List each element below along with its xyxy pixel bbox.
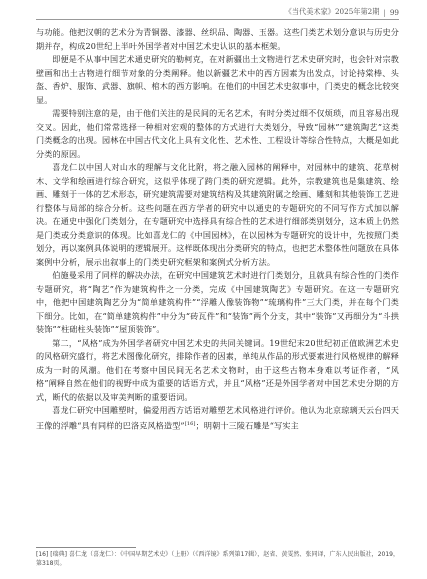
paragraph-4: 喜龙仁以中国人对山水的理解与文化比附，将之融入园林的阐释中，对园林中的建筑、花草树木、文学和绘画进行综合研究，这似乎体现了跨门类的研究逻辑。此外，宗教建筑也是集建筑、绘画、雕刻于一体的艺术形态，研究建筑需要对建筑结构及其建筑附属之绘画、雕刻和其他装饰工艺进行整体与局部的综合分析。这些问题在西方学者的研究中以通史的专题研究的不同写作方式加以解决。在通史中强化门类划分，在专题研究中选择具有综合性的艺术进行细部类别划分，这本质上仍然是门类或分类意识的体现。比如喜龙仁的《中国园林》，在以园林为专题研究的设计中，先按照门类划分，再以案例具体说明的逻辑展开。这样既体现出分类研究的特点，也把艺术整体性问题放在具体案例中分析，展示出叙事上的门类史研究框架和案例式分析方法。 [36, 162, 399, 267]
paragraph-1: 与功能。他把汉朝的艺术分为青铜器、漆器、丝织品、陶器、玉器。这些门类艺术划分意识与历史分期并存，构成20世纪上半叶外国学者对中国艺术史认识的基本框架。 [36, 27, 399, 51]
footnote-reference: [16] [184, 420, 196, 427]
body-text [36, 26, 399, 433]
paragraph-7-continued: ；明朝十三陵石雕是“写实主 [195, 420, 299, 431]
page-number: 99 [389, 8, 399, 17]
header-separator: | [383, 8, 386, 17]
paragraph-7-text: 喜龙仁研究中国雕塑时，偏爱用西方话语对雕塑艺术风格进行评价。他认为北京琼璃天云台四天王像的浮雕“具有同样的巴洛克风格造型” [36, 405, 399, 431]
paragraph-5: 伯施曼采用了同样的解决办法，在研究中国建筑艺术时进行门类划分，且就具有综合性的门类作专题研究，将“陶艺”作为建筑构件之一分类，完成《中国建筑陶艺》专题研究。在这一专题研究中，他把中国建筑陶艺分为“简单建筑构件”“浮雕人像装饰物”“琉璃构件”三大门类，并在每个门类下细分。比如，在“简单建筑构件”中分为“砖瓦件”和“装饰”两个分支，其中“装饰”又再细分为“斗拱装饰”“柱础柱头装饰”“屋顶装饰”。 [36, 270, 399, 334]
paragraph-6: 第二，“风格”成为外国学者研究中国艺术史的共同关键词。19世纪末20世纪初正值欧洲艺术史的风格研究盛行，将艺术图像化研究，排除作者的因素，单纯从作品的形式要素进行风格规律的解释成为一时的风潮。他们在考察中国民间无名艺术文物时，由于这些古物本身难以考证作者，“风格”阐释自然在他们的视野中成为重要的话语方式，并且“风格”还是外国学者对中国艺术史分期的方式，断代的依据以及审美判断的重要语词。 [36, 337, 399, 402]
footnote-divider [36, 547, 136, 548]
running-header [36, 0, 399, 20]
journal-title: 《当代美术家》2025年第2期 [284, 7, 380, 16]
footnote: [16] [瑞典] 喜仁龙（喜龙仁）：《中国早期艺术史》（上册）（《西洋镜》系列第17辑），赵省、黄雯然、张同译，广东人民出版社，2019，第318页。 [36, 551, 399, 567]
paragraph-7 [36, 404, 399, 433]
paragraph-3: 需要特别注意的是，由于他们关注的是民间的无名艺术，有时分类过细不仅烦琐，而且容易出现交叉。因此，他们常常选择一种相对宏观的整体的方式进行大类划分，导致“园林”“建筑陶艺”这类门类概念的出现。园林在中国古代文化上具有文化性、艺术性、工程设计等综合性特点，大概是如此分类的原因。 [36, 108, 399, 159]
paragraph-2: 即便是不从事中国艺术通史研究的勒柯克，在对新疆出土文物进行艺术史研究时，也会针对宗教壁画和出土古物进行细节对象的分类阐释。他以新疆艺术中的西方因素为出发点，讨论持棠棒、头盔、香炉、服饰、武器、旗帜、棺木的西方影响。在他们的中国艺术史叙事中，门类史的概念比较突显。 [36, 54, 399, 105]
